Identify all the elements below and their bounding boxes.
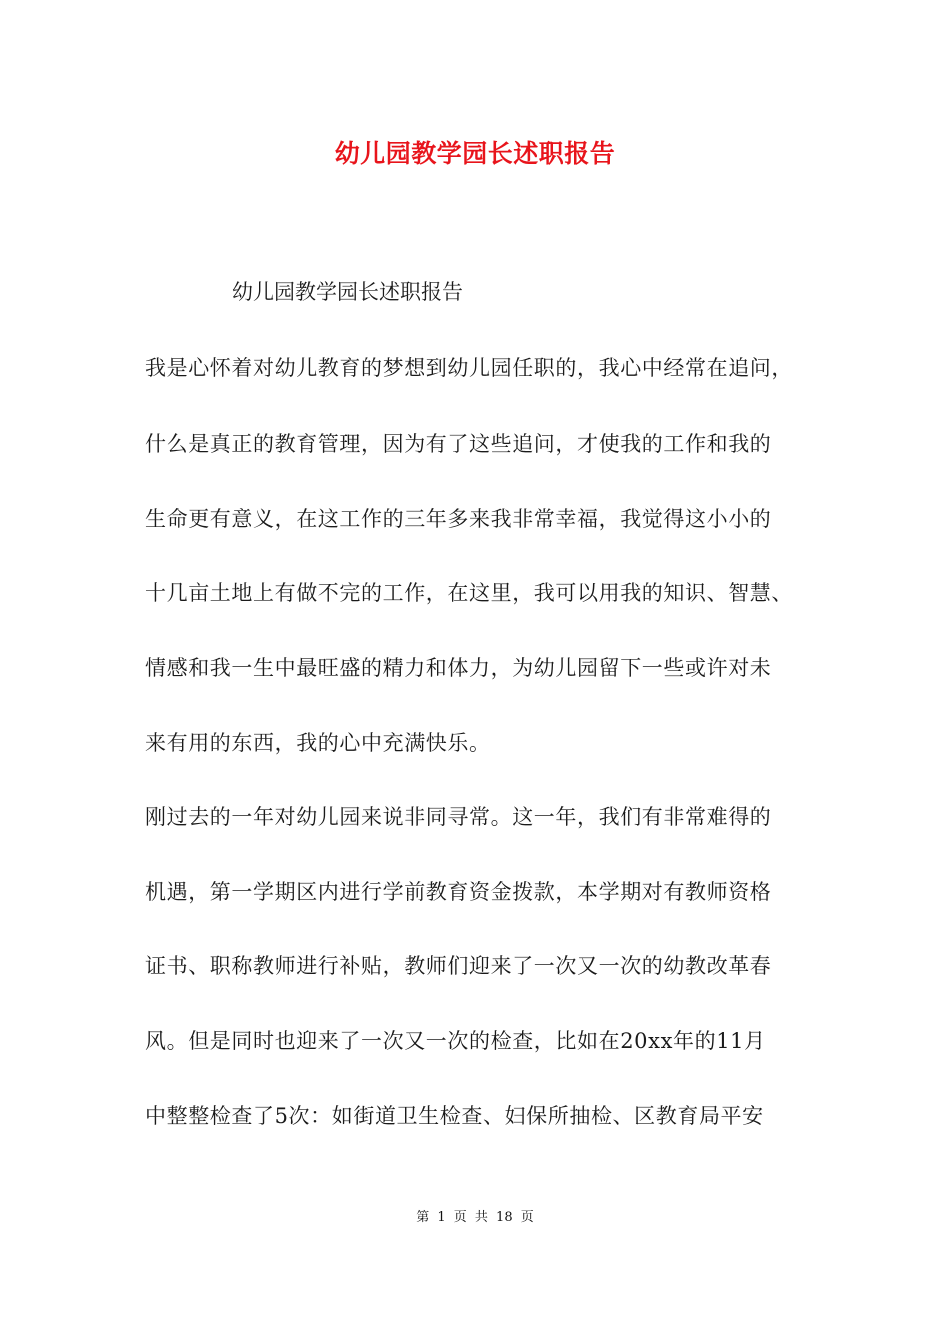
body-line: 风。但是同时也迎来了一次又一次的检查，比如在20xx年的11月 [145,1029,766,1053]
page-number-footer: 第 1 页 共 18 页 [416,1210,534,1225]
body-line: 刚过去的一年对幼儿园来说非同寻常。这一年，我们有非常难得的 [145,805,772,829]
body-line: 证书、职称教师进行补贴，教师们迎来了一次又一次的幼教改革春 [145,954,772,978]
body-line: 我是心怀着对幼儿教育的梦想到幼儿园任职的，我心中经常在追问， [145,356,793,380]
body-line: 什么是真正的教育管理，因为有了这些追问，才使我的工作和我的 [145,432,772,456]
body-line: 机遇，第一学期区内进行学前教育资金拨款，本学期对有教师资格 [145,880,772,904]
body-line: 情感和我一生中最旺盛的精力和体力，为幼儿园留下一些或许对未 [145,656,772,680]
document-subtitle: 幼儿园教学园长述职报告 [232,280,463,304]
body-line: 生命更有意义，在这工作的三年多来我非常幸福，我觉得这小小的 [145,507,772,531]
body-line: 来有用的东西，我的心中充满快乐。 [145,731,491,755]
document-title: 幼儿园教学园长述职报告 [334,139,616,168]
body-line: 十几亩土地上有做不完的工作，在这里，我可以用我的知识、智慧、 [145,581,793,605]
body-line: 中整整检查了5次：如街道卫生检查、妇保所抽检、区教育局平安 [145,1104,764,1128]
